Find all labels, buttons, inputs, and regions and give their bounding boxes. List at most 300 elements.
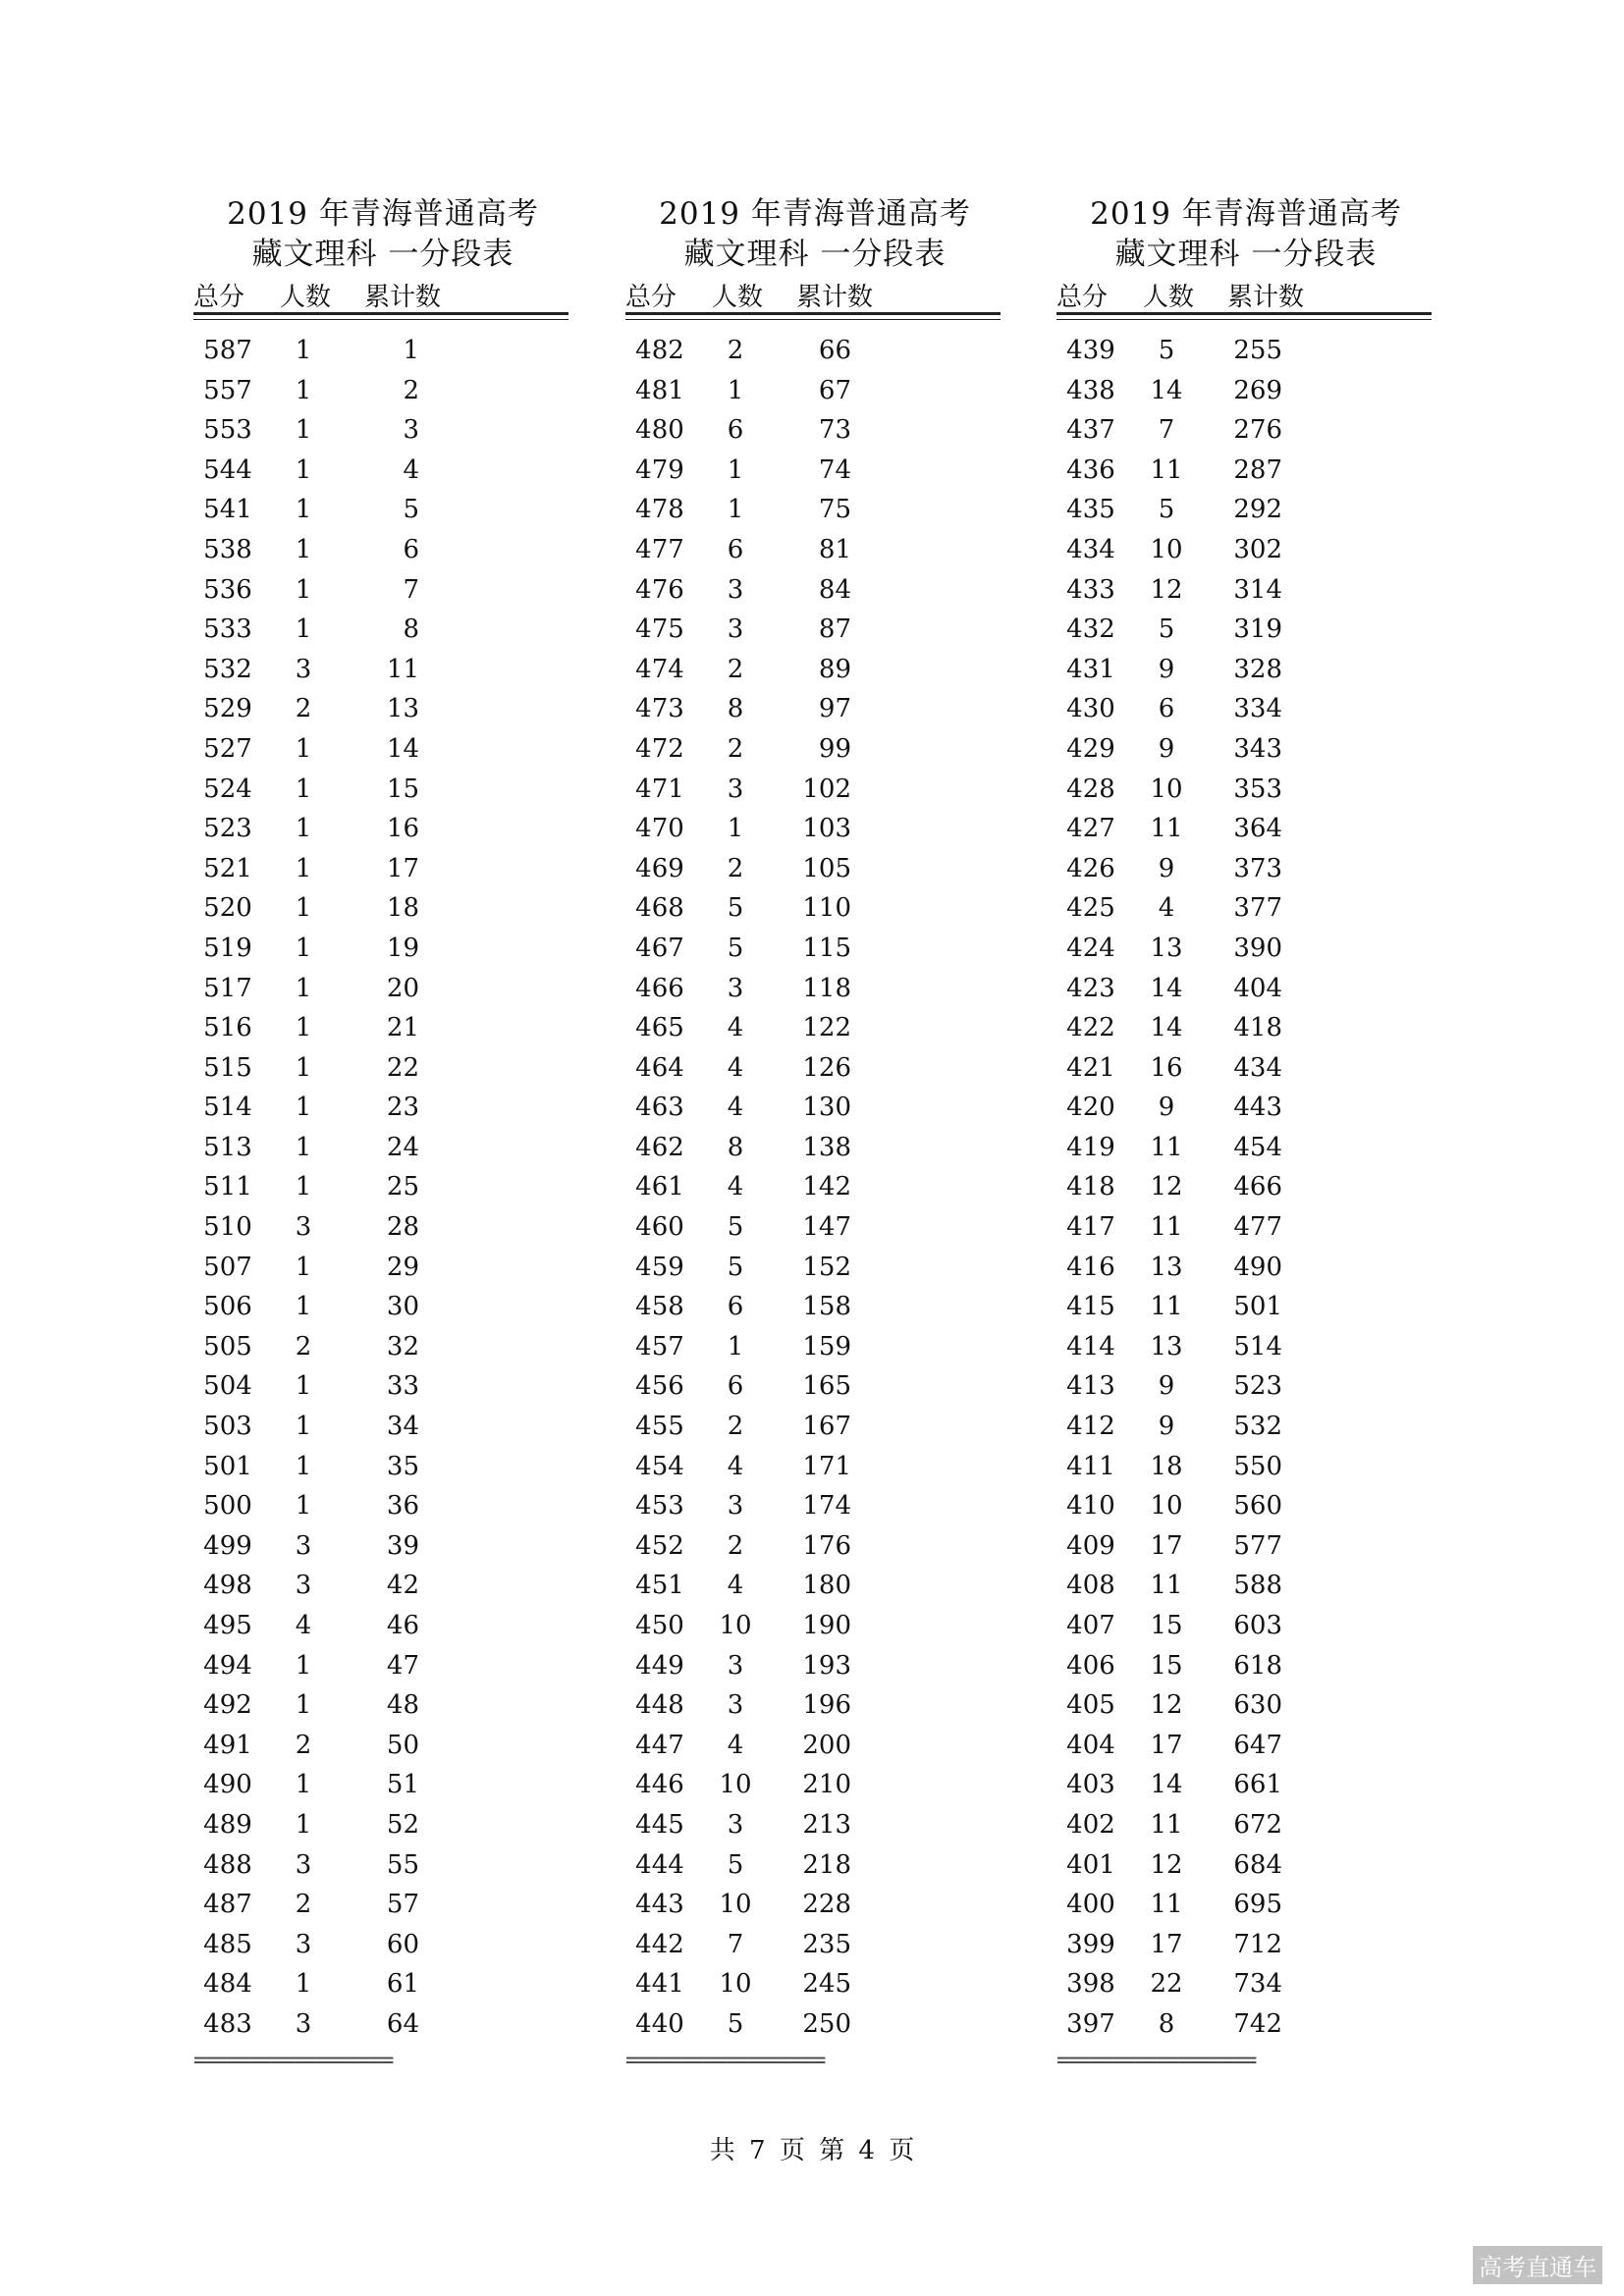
cell-score: 398 <box>1066 1969 1115 2000</box>
cell-score: 427 <box>1066 814 1115 844</box>
cell-score: 453 <box>635 1491 684 1522</box>
cell-score: 483 <box>203 2008 252 2039</box>
cell-count: 6 <box>727 1292 744 1322</box>
cell-cumulative: 138 <box>802 1132 851 1162</box>
cell-cumulative: 130 <box>802 1093 851 1123</box>
cell-cumulative: 454 <box>1233 1132 1282 1162</box>
table-row <box>1056 530 1435 570</box>
cell-score: 447 <box>635 1730 684 1760</box>
cell-cumulative: 490 <box>1233 1252 1282 1282</box>
cell-cumulative: 343 <box>1233 733 1282 764</box>
cell-score: 523 <box>203 814 252 844</box>
table-row <box>1056 490 1435 530</box>
table-row <box>1056 1167 1435 1207</box>
cell-score: 506 <box>203 1292 252 1322</box>
cell-score: 451 <box>635 1571 684 1601</box>
cell-score: 519 <box>203 933 252 963</box>
table-row <box>1056 1088 1435 1128</box>
table-row <box>193 849 572 889</box>
cell-count: 6 <box>727 1371 744 1402</box>
cell-cumulative: 404 <box>1233 973 1282 1003</box>
cell-count: 1 <box>295 1093 312 1123</box>
cell-score: 435 <box>1066 495 1115 525</box>
cell-score: 488 <box>203 1849 252 1880</box>
cell-count: 6 <box>1158 694 1175 724</box>
cell-score: 428 <box>1066 774 1115 804</box>
cell-count: 1 <box>295 893 312 924</box>
cell-cumulative: 523 <box>1233 1371 1282 1402</box>
table-row <box>625 1248 1004 1288</box>
cell-score: 409 <box>1066 1530 1115 1561</box>
table-row <box>625 1287 1004 1327</box>
table-row <box>1056 1606 1435 1646</box>
table-row <box>1056 1805 1435 1845</box>
cell-cumulative: 32 <box>386 1331 419 1362</box>
cell-cumulative: 4 <box>403 454 419 485</box>
cell-score: 407 <box>1066 1611 1115 1640</box>
table-row <box>625 1805 1004 1845</box>
table-row <box>1056 1008 1435 1048</box>
table-row <box>193 1287 572 1327</box>
table-row <box>193 570 572 611</box>
cell-cumulative: 466 <box>1233 1172 1282 1202</box>
cell-score: 408 <box>1066 1571 1115 1601</box>
cell-count: 1 <box>295 973 312 1003</box>
cell-cumulative: 373 <box>1233 853 1282 883</box>
cell-score: 416 <box>1066 1252 1115 1282</box>
cell-cumulative: 57 <box>386 1890 419 1920</box>
cell-score: 404 <box>1066 1730 1115 1760</box>
cell-count: 1 <box>295 614 312 645</box>
cell-score: 516 <box>203 1013 252 1043</box>
table-row <box>193 1964 572 2004</box>
cell-score: 450 <box>635 1611 684 1640</box>
cell-cumulative: 218 <box>802 1849 851 1880</box>
cell-count: 17 <box>1150 1530 1183 1561</box>
cell-cumulative: 34 <box>386 1412 419 1442</box>
table-row <box>1056 1526 1435 1567</box>
cell-count: 5 <box>1158 336 1175 365</box>
cell-cumulative: 2 <box>403 375 419 405</box>
table-row <box>1056 1964 1435 2004</box>
table-row <box>625 490 1004 530</box>
cell-count: 1 <box>295 1052 312 1083</box>
cell-score: 440 <box>635 2008 684 2039</box>
cell-cumulative: 588 <box>1233 1571 1282 1601</box>
table-row <box>625 969 1004 1009</box>
header-cumulative: 累计数 <box>1227 283 1305 312</box>
cell-count: 3 <box>727 1809 744 1840</box>
cell-cumulative: 81 <box>818 534 851 564</box>
cell-count: 5 <box>727 2008 744 2039</box>
table-row <box>625 1765 1004 1805</box>
table-row <box>625 1845 1004 1886</box>
cell-count: 13 <box>1150 1252 1183 1282</box>
cell-score: 406 <box>1066 1650 1115 1681</box>
cell-count: 9 <box>1158 654 1175 684</box>
cell-count: 4 <box>727 1730 744 1760</box>
cell-score: 420 <box>1066 1093 1115 1123</box>
cell-cumulative: 60 <box>386 1929 419 1959</box>
table-row <box>193 1088 572 1128</box>
cell-cumulative: 3 <box>403 415 419 446</box>
cell-cumulative: 190 <box>802 1611 851 1640</box>
table-row <box>625 1088 1004 1128</box>
table-row <box>1056 1407 1435 1447</box>
cell-score: 411 <box>1066 1451 1115 1481</box>
cell-score: 452 <box>635 1530 684 1561</box>
table-row <box>625 888 1004 929</box>
table-row <box>625 331 1004 371</box>
cell-count: 11 <box>1150 1571 1183 1601</box>
column-title-line2: 藏文理科 一分段表 <box>683 237 947 272</box>
cell-score: 495 <box>203 1611 252 1640</box>
cell-cumulative: 122 <box>802 1013 851 1043</box>
table-row <box>193 1765 572 1805</box>
cell-count: 3 <box>295 1571 312 1601</box>
table-row <box>625 1964 1004 2004</box>
cell-count: 3 <box>295 1849 312 1880</box>
cell-cumulative: 48 <box>386 1690 419 1721</box>
cell-cumulative: 255 <box>1233 336 1282 365</box>
cell-score: 459 <box>635 1252 684 1282</box>
cell-count: 1 <box>295 1969 312 2000</box>
cell-count: 3 <box>727 774 744 804</box>
table-row <box>193 410 572 451</box>
cell-count: 3 <box>727 1650 744 1681</box>
cell-cumulative: 18 <box>386 893 419 924</box>
table-row <box>625 1048 1004 1089</box>
cell-count: 4 <box>1158 893 1175 924</box>
cell-score: 457 <box>635 1331 684 1362</box>
table-row <box>1056 729 1435 770</box>
cell-score: 437 <box>1066 415 1115 446</box>
cell-score: 439 <box>1066 336 1115 365</box>
table-row <box>193 1366 572 1407</box>
cell-count: 11 <box>1150 1292 1183 1322</box>
cell-score: 397 <box>1066 2008 1115 2039</box>
cell-count: 2 <box>295 694 312 724</box>
cell-score: 463 <box>635 1093 684 1123</box>
table-row <box>1056 570 1435 611</box>
cell-count: 4 <box>727 1451 744 1481</box>
cell-cumulative: 200 <box>802 1730 851 1760</box>
table-row <box>193 1726 572 1766</box>
cell-score: 511 <box>203 1172 252 1202</box>
cell-cumulative: 61 <box>386 1969 419 2000</box>
cell-cumulative: 235 <box>802 1929 851 1959</box>
table-row <box>193 331 572 371</box>
table-row <box>193 1128 572 1168</box>
cell-count: 4 <box>727 1571 744 1601</box>
cell-score: 487 <box>203 1890 252 1920</box>
cell-count: 10 <box>719 1890 752 1920</box>
table-row <box>1056 451 1435 491</box>
column-title-line1: 2019 年青海普通高考 <box>1090 196 1402 232</box>
cell-score: 499 <box>203 1530 252 1561</box>
table-row <box>193 1167 572 1207</box>
table-row <box>1056 929 1435 969</box>
cell-score: 438 <box>1066 375 1115 405</box>
cell-count: 11 <box>1150 454 1183 485</box>
cell-cumulative: 603 <box>1233 1611 1282 1640</box>
cell-cumulative: 74 <box>818 454 851 485</box>
cell-count: 8 <box>727 694 744 724</box>
cell-cumulative: 353 <box>1233 774 1282 804</box>
cell-score: 469 <box>635 853 684 883</box>
table-row <box>1056 410 1435 451</box>
table-row <box>625 2004 1004 2045</box>
cell-cumulative: 165 <box>802 1371 851 1402</box>
table-row <box>625 530 1004 570</box>
cell-cumulative: 734 <box>1233 1969 1282 2000</box>
cell-cumulative: 180 <box>802 1571 851 1601</box>
cell-cumulative: 334 <box>1233 694 1282 724</box>
cell-cumulative: 269 <box>1233 375 1282 405</box>
cell-count: 4 <box>727 1093 744 1123</box>
cell-score: 418 <box>1066 1172 1115 1202</box>
cell-count: 1 <box>295 574 312 605</box>
header-score: 总分 <box>193 283 245 312</box>
cell-score: 470 <box>635 814 684 844</box>
table-row <box>625 1526 1004 1567</box>
cell-count: 22 <box>1150 1969 1183 2000</box>
table-row <box>1056 610 1435 650</box>
cell-score: 464 <box>635 1052 684 1083</box>
cell-score: 419 <box>1066 1132 1115 1162</box>
cell-count: 2 <box>295 1890 312 1920</box>
cell-cumulative: 250 <box>802 2008 851 2039</box>
cell-score: 536 <box>203 574 252 605</box>
cell-cumulative: 89 <box>818 654 851 684</box>
cell-score: 400 <box>1066 1890 1115 1920</box>
cell-cumulative: 28 <box>386 1212 419 1243</box>
cell-score: 485 <box>203 1929 252 1959</box>
cell-count: 12 <box>1150 574 1183 605</box>
cell-count: 1 <box>295 853 312 883</box>
header-count: 人数 <box>712 283 764 312</box>
cell-count: 10 <box>1150 534 1183 564</box>
cell-score: 476 <box>635 574 684 605</box>
cell-score: 504 <box>203 1371 252 1402</box>
cell-count: 7 <box>1158 415 1175 446</box>
table-row <box>1056 331 1435 371</box>
cell-score: 503 <box>203 1412 252 1442</box>
table-row <box>1056 1248 1435 1288</box>
cell-cumulative: 66 <box>818 336 851 365</box>
cell-score: 478 <box>635 495 684 525</box>
cell-score: 482 <box>635 336 684 365</box>
cell-score: 529 <box>203 694 252 724</box>
cell-cumulative: 245 <box>802 1969 851 2000</box>
cell-score: 462 <box>635 1132 684 1162</box>
watermark-logo-text: 高考直通车 <box>1473 2246 1602 2284</box>
cell-score: 517 <box>203 973 252 1003</box>
table-row <box>625 610 1004 650</box>
cell-score: 479 <box>635 454 684 485</box>
table-row <box>193 451 572 491</box>
cell-count: 5 <box>727 893 744 924</box>
cell-cumulative: 42 <box>386 1571 419 1601</box>
table-row <box>193 490 572 530</box>
page-footer: 共 7 页 第 4 页 <box>709 2136 915 2165</box>
cell-score: 533 <box>203 614 252 645</box>
cell-score: 434 <box>1066 534 1115 564</box>
cell-score: 466 <box>635 973 684 1003</box>
cell-score: 423 <box>1066 973 1115 1003</box>
cell-count: 14 <box>1150 1770 1183 1800</box>
cell-cumulative: 19 <box>386 933 419 963</box>
cell-cumulative: 105 <box>802 853 851 883</box>
table-row <box>193 809 572 849</box>
cell-score: 424 <box>1066 933 1115 963</box>
header-double-rule <box>193 312 568 321</box>
cell-cumulative: 287 <box>1233 454 1282 485</box>
cell-count: 3 <box>295 1530 312 1561</box>
table-row <box>625 1726 1004 1766</box>
cell-count: 4 <box>295 1611 312 1640</box>
table-row <box>1056 2004 1435 2045</box>
table-row <box>193 1526 572 1567</box>
cell-score: 442 <box>635 1929 684 1959</box>
cell-cumulative: 661 <box>1233 1770 1282 1800</box>
table-row <box>1056 1207 1435 1248</box>
cell-count: 1 <box>295 534 312 564</box>
cell-score: 449 <box>635 1650 684 1681</box>
cell-score: 527 <box>203 733 252 764</box>
cell-count: 2 <box>727 733 744 764</box>
cell-cumulative: 51 <box>386 1770 419 1800</box>
cell-count: 1 <box>295 1172 312 1202</box>
cell-cumulative: 5 <box>403 495 419 525</box>
cell-score: 454 <box>635 1451 684 1481</box>
table-row <box>193 1685 572 1726</box>
cell-count: 1 <box>295 1650 312 1681</box>
cell-score: 474 <box>635 654 684 684</box>
cell-count: 9 <box>1158 853 1175 883</box>
cell-score: 538 <box>203 534 252 564</box>
end-marker: ================== <box>193 2048 393 2073</box>
cell-cumulative: 126 <box>802 1052 851 1083</box>
cell-count: 1 <box>295 1252 312 1282</box>
cell-score: 433 <box>1066 574 1115 605</box>
cell-cumulative: 672 <box>1233 1809 1282 1840</box>
cell-score: 557 <box>203 375 252 405</box>
cell-cumulative: 477 <box>1233 1212 1282 1243</box>
table-row <box>193 610 572 650</box>
table-row <box>193 2004 572 2045</box>
table-row <box>1056 1447 1435 1487</box>
cell-count: 17 <box>1150 1730 1183 1760</box>
cell-count: 6 <box>727 415 744 446</box>
cell-cumulative: 174 <box>802 1491 851 1522</box>
cell-count: 15 <box>1150 1611 1183 1640</box>
table-row <box>1056 689 1435 729</box>
cell-score: 426 <box>1066 853 1115 883</box>
cell-cumulative: 501 <box>1233 1292 1282 1322</box>
cell-count: 9 <box>1158 1412 1175 1442</box>
cell-score: 421 <box>1066 1052 1115 1083</box>
table-column-2 <box>625 194 1004 2073</box>
cell-cumulative: 52 <box>386 1809 419 1840</box>
cell-score: 456 <box>635 1371 684 1402</box>
cell-score: 484 <box>203 1969 252 2000</box>
cell-score: 445 <box>635 1809 684 1840</box>
table-row <box>625 1207 1004 1248</box>
cell-count: 2 <box>727 1412 744 1442</box>
cell-count: 1 <box>727 454 744 485</box>
cell-score: 471 <box>635 774 684 804</box>
cell-cumulative: 159 <box>802 1331 851 1362</box>
table-row <box>625 1885 1004 1925</box>
cell-count: 14 <box>1150 1013 1183 1043</box>
table-row <box>193 650 572 690</box>
cell-cumulative: 11 <box>386 654 419 684</box>
cell-count: 5 <box>727 933 744 963</box>
cell-score: 465 <box>635 1013 684 1043</box>
cell-cumulative: 742 <box>1233 2008 1282 2039</box>
table-row <box>1056 1566 1435 1606</box>
cell-cumulative: 24 <box>386 1132 419 1162</box>
cell-score: 520 <box>203 893 252 924</box>
cell-count: 18 <box>1150 1451 1183 1481</box>
cell-cumulative: 8 <box>403 614 419 645</box>
cell-count: 8 <box>1158 2008 1175 2039</box>
table-row <box>1056 1486 1435 1526</box>
table-row <box>1056 650 1435 690</box>
cell-cumulative: 532 <box>1233 1412 1282 1442</box>
cell-cumulative: 684 <box>1233 1849 1282 1880</box>
cell-cumulative: 167 <box>802 1412 851 1442</box>
cell-count: 11 <box>1150 1809 1183 1840</box>
cell-score: 505 <box>203 1331 252 1362</box>
cell-count: 10 <box>1150 1491 1183 1522</box>
cell-cumulative: 228 <box>802 1890 851 1920</box>
cell-score: 513 <box>203 1132 252 1162</box>
cell-count: 12 <box>1150 1690 1183 1721</box>
cell-count: 1 <box>295 336 312 365</box>
cell-score: 510 <box>203 1212 252 1243</box>
column-title-line1: 2019 年青海普通高考 <box>227 196 539 232</box>
table-row <box>193 371 572 411</box>
cell-cumulative: 443 <box>1233 1093 1282 1123</box>
cell-cumulative: 33 <box>386 1371 419 1402</box>
table-row <box>193 1845 572 1886</box>
cell-cumulative: 302 <box>1233 534 1282 564</box>
cell-count: 12 <box>1150 1172 1183 1202</box>
cell-score: 413 <box>1066 1371 1115 1402</box>
table-row <box>1056 770 1435 810</box>
table-row <box>625 1167 1004 1207</box>
cell-cumulative: 21 <box>386 1013 419 1043</box>
table-row <box>625 1407 1004 1447</box>
table-row <box>1056 1128 1435 1168</box>
cell-cumulative: 36 <box>386 1491 419 1522</box>
table-row <box>625 1685 1004 1726</box>
cell-cumulative: 193 <box>802 1650 851 1681</box>
cell-cumulative: 84 <box>818 574 851 605</box>
cell-count: 1 <box>727 495 744 525</box>
header-count: 人数 <box>1143 283 1195 312</box>
table-row <box>625 1925 1004 1965</box>
cell-cumulative: 35 <box>386 1451 419 1481</box>
cell-score: 405 <box>1066 1690 1115 1721</box>
cell-score: 515 <box>203 1052 252 1083</box>
column-headers <box>625 277 1004 310</box>
cell-score: 446 <box>635 1770 684 1800</box>
table-row <box>1056 1726 1435 1766</box>
cell-count: 10 <box>719 1969 752 2000</box>
